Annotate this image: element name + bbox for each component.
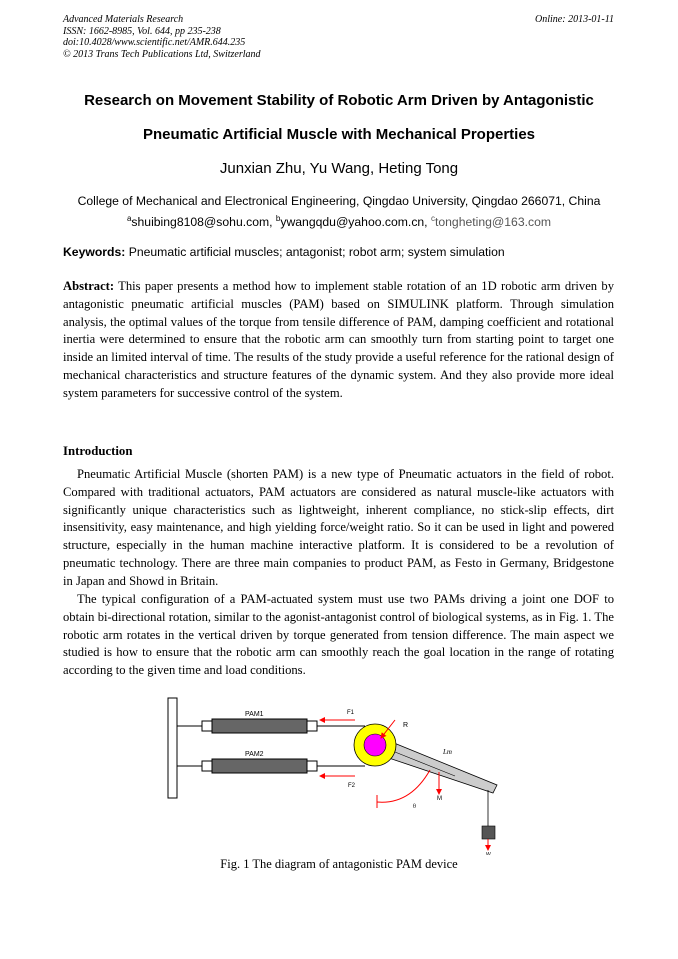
abstract-text: This paper presents a method how to implement stable rotation of an 1D robotic arm driven by antagonistic pneumatic artificial muscles (PAM) based on SIMULINK platform. Through simulation analysis, the optimal values of the torque from tensile difference of PAM, damping coefficient and rotational inertia were determined to ensure that the robotic arm can smoothly turn from starting point to target one inside an limited interval of time. The results of the study provide a useful reference for the rational design of mechanical characteristics and structure features of the dynamic system. And they also provide more ideal system parameters for successive control of the system. <box>63 279 615 400</box>
pam2-left-cap <box>202 761 212 771</box>
abstract <box>63 278 614 403</box>
author-list: Junxian Zhu, Yu Wang, Heting Tong <box>219 160 459 177</box>
moment-label: M <box>437 796 442 802</box>
pam2-label: PAM2 <box>245 751 264 758</box>
pam1-label: PAM1 <box>245 711 264 718</box>
pulley-inner <box>364 734 386 756</box>
intro-paragraph-2: The typical configuration of a PAM-actuated system must use two PAMs driving a joint one DOF to obtain bi-directional rotation, similar to the agonist-antagonist control of biological systems, as in Fig. 1. The robotic arm rotates in the vertical driven by torque generated from tension difference. The main aspect we studied is how to ensure that the robotic arm can smoothly reach the goal location in the range of rotating according to the given time and load conditions. <box>63 592 614 678</box>
email-c-marker: c <box>430 214 435 223</box>
paper-title-line1: Research on Movement Stability of Robotic Arm Driven by Antagonistic <box>84 92 594 109</box>
pam1-left-cap <box>202 721 212 731</box>
keywords <box>63 245 615 259</box>
theta-arc <box>377 770 430 802</box>
arm-length-label: Lm <box>443 748 452 756</box>
f1-label: F1 <box>347 710 355 716</box>
f2-label: F2 <box>348 783 356 789</box>
load-weight <box>482 826 495 839</box>
intro-paragraph-1: Pneumatic Artificial Muscle (shorten PAM) is a new type of Pneumatic actuators in the field of robot. Compared with traditional actuators, PAM actuators are considered as natural muscle-like actuators with significantly unique characteristics such as lightweight, inherent compliance, no stick-slip effects, dirt insensitivity, easy maintenance, and high yielding force/weight ratio. So it can be used in light and powered structure, especially in the human machine interactive platform. It is considered to be a revolution of pneumatic technology. There are three main companies to product PAM, as Festo in Germany, Bridgestone in Japan and Showd in Britain. <box>63 467 614 588</box>
wall-support <box>168 698 177 798</box>
journal-header <box>63 14 261 60</box>
affiliation-block <box>40 193 638 231</box>
pam1-right-cap <box>307 721 317 731</box>
email-b-marker: b <box>275 214 281 223</box>
keywords-label: Keywords: <box>63 245 126 259</box>
journal-name: Advanced Materials Research <box>63 14 184 25</box>
paper-title-line2: Pneumatic Artificial Muscle with Mechanical Properties <box>142 126 536 143</box>
email-list <box>40 210 638 231</box>
keywords-text: Pneumatic artificial muscles; antagonist; robot arm; system simulation <box>128 245 505 259</box>
weight-label: W <box>486 852 491 855</box>
figure-1 <box>155 690 515 855</box>
email-a-marker: a <box>126 214 132 223</box>
pam1-muscle <box>212 719 307 733</box>
email-b: ywangqdu@yahoo.com.cn, <box>280 215 428 230</box>
radius-label: R <box>403 722 409 729</box>
journal-issn: ISSN: 1662-8985, Vol. 644, pp 235-238 <box>63 25 221 37</box>
affiliation: College of Mechanical and Electronical Engineering, Qingdao University, Qingdao 266071, China <box>77 194 601 208</box>
pam2-right-cap <box>307 761 317 771</box>
abstract-label: Abstract: <box>63 279 115 293</box>
email-a: shuibing8108@sohu.com, <box>131 215 273 230</box>
online-date: Online: 2013-01-11 <box>535 14 614 25</box>
theta-label: θ <box>413 804 416 810</box>
figure-caption: Fig. 1 The diagram of antagonistic PAM device <box>220 857 458 871</box>
pam2-muscle <box>212 759 307 773</box>
section-heading-introduction: Introduction <box>63 444 133 458</box>
pam-diagram <box>155 690 515 855</box>
journal-doi: doi:10.4028/www.scientific.net/AMR.644.235 <box>63 37 246 49</box>
email-c: tongheting@163.com <box>434 215 552 230</box>
journal-copyright: © 2013 Trans Tech Publications Ltd, Switzerland <box>63 48 261 60</box>
